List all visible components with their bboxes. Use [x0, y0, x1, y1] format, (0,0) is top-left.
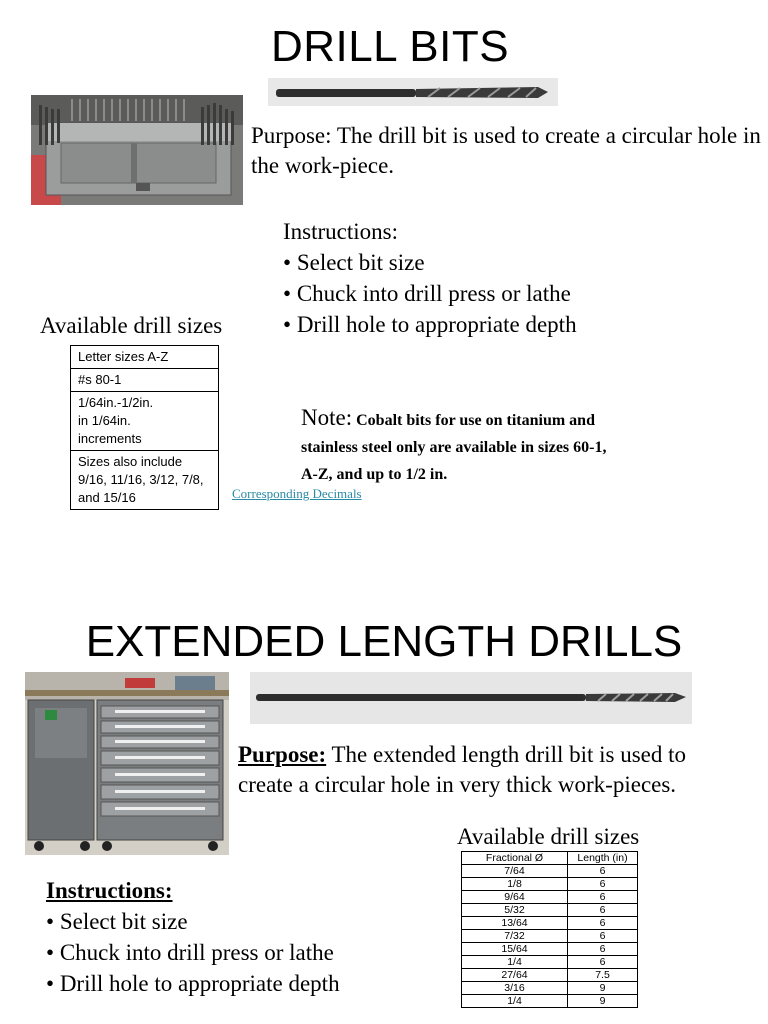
drill-bits-title: DRILL BITS [270, 22, 510, 71]
table-row: 27/64 7.5 [462, 969, 638, 982]
instructions-heading-2: Instructions: [46, 878, 173, 903]
instruction-item: • Drill hole to appropriate depth [283, 312, 577, 337]
available-sizes-heading: Available drill sizes [40, 313, 223, 338]
instruction-item: • Select bit size [283, 250, 425, 275]
drill-bit-purpose: Purpose: The drill bit is used to create a circular hole in the work-piece. [251, 123, 761, 178]
purpose-text: The extended length drill bit is used to create a circular hole in very thick work-pieces. [238, 742, 687, 797]
purpose-label: Purpose: [238, 742, 327, 767]
table-row: 5/32 6 [462, 904, 638, 917]
table-row: 7/32 6 [462, 930, 638, 943]
extended-drill-instructions [46, 875, 406, 999]
size-cell: #s 80-1 [71, 369, 219, 392]
cobalt-note [301, 404, 621, 488]
instructions-heading: Instructions: [283, 219, 398, 244]
extended-sizes-table [461, 851, 638, 1008]
table-row: 1/4 6 [462, 956, 638, 969]
table-row: 13/64 6 [462, 917, 638, 930]
table-row: 7/64 6 [462, 865, 638, 878]
corresponding-decimals-link[interactable]: Corresponding Decimals [232, 486, 362, 501]
table-row: 9/64 6 [462, 891, 638, 904]
extended-drills-title: EXTENDED LENGTH DRILLS [85, 617, 683, 666]
column-header: Length (in) [568, 852, 638, 865]
size-cell: Sizes also include 9/16, 11/16, 3/12, 7/8, and 15/16 [71, 451, 219, 510]
extended-drill-photo [250, 672, 692, 724]
size-cell: Letter sizes A-Z [71, 346, 219, 369]
column-header: Fractional Ø [462, 852, 568, 865]
extended-drill-purpose [238, 740, 688, 800]
instruction-item: • Chuck into drill press or lathe [283, 281, 571, 306]
table-row: 15/64 6 [462, 943, 638, 956]
drill-sizes-table [70, 345, 219, 510]
drill-bit-set-photo [31, 95, 243, 205]
available-sizes-heading-2: Available drill sizes [457, 824, 640, 849]
drill-bit-photo [268, 78, 558, 106]
note-label: Note: [301, 405, 353, 430]
note-text: Cobalt bits for use on titanium and stainless steel only are available in sizes 60-1, A-Z, and up to 1/2 in. [301, 412, 607, 483]
instruction-item: • Select bit size [46, 909, 188, 934]
instruction-item: • Chuck into drill press or lathe [46, 940, 334, 965]
drill-bit-instructions [283, 216, 703, 340]
instruction-item: • Drill hole to appropriate depth [46, 971, 340, 996]
drill-cabinet-photo [25, 672, 229, 855]
size-cell: 1/64in.-1/2in. in 1/64in. increments [71, 392, 219, 451]
table-row: 1/4 9 [462, 995, 638, 1008]
table-row: 1/8 6 [462, 878, 638, 891]
table-row: 3/16 9 [462, 982, 638, 995]
